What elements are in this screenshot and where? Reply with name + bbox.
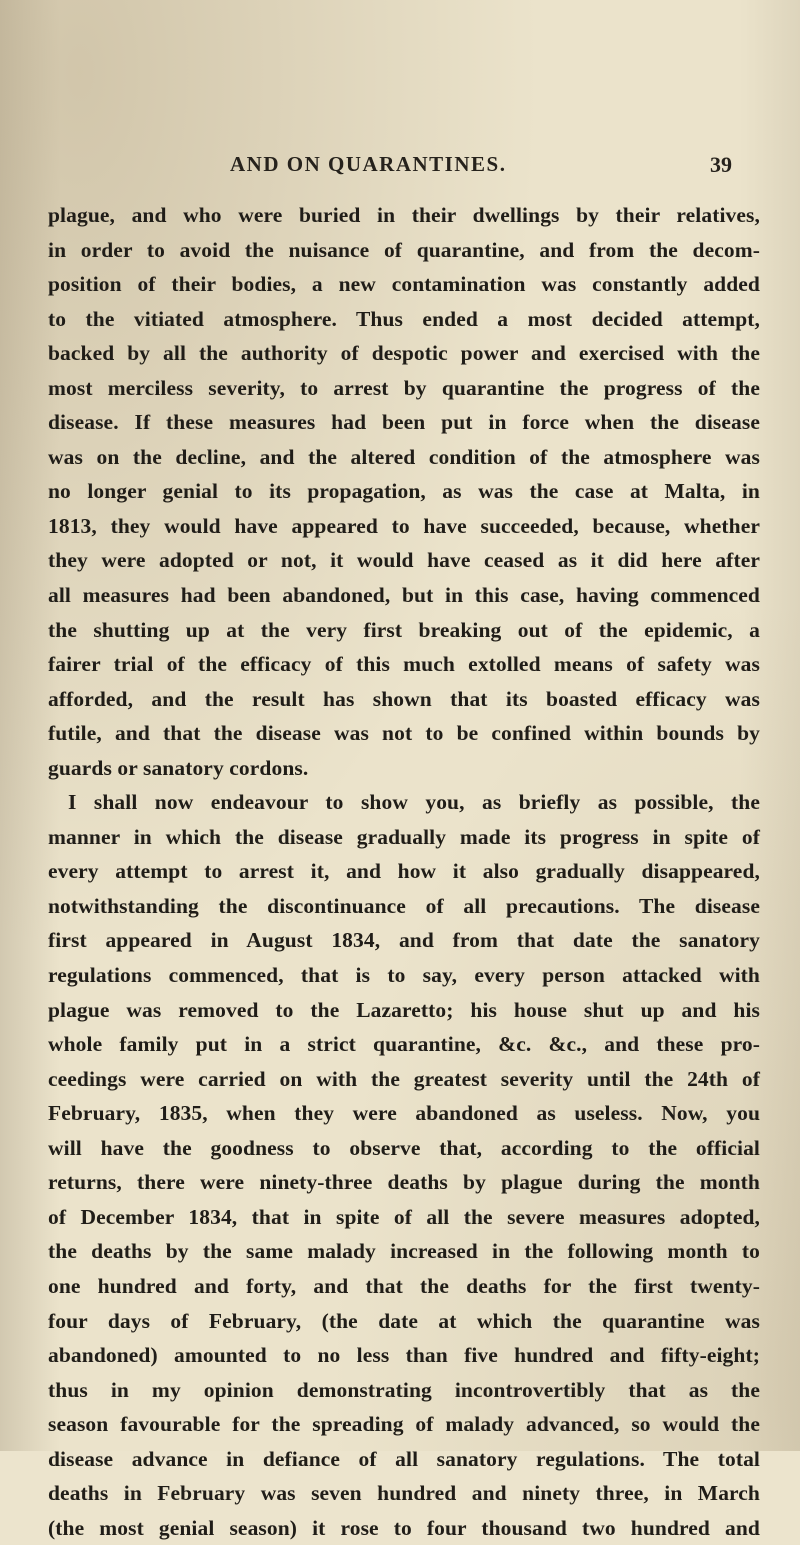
text-line: backed by all the authority of despotic power and exercised with the (48, 341, 760, 366)
text-line: one hundred and forty, and that the deaths for the first twenty- (48, 1273, 760, 1298)
text-line: thus in my opinion demonstrating incontrovertibly that as the (48, 1377, 760, 1402)
text-line: abandoned) amounted to no less than five hundred and fifty-eight; (48, 1343, 760, 1368)
running-header (0, 152, 800, 182)
text-line: afforded, and the result has shown that its boasted efficacy was (48, 686, 760, 711)
text-line: they were adopted or not, it would have ceased as it did here after (48, 548, 760, 573)
text-line: (the most genial season) it rose to four thousand two hundred and (48, 1515, 760, 1540)
text-line: four days of February, (the date at which the quarantine was (48, 1308, 760, 1333)
paragraph-start-line: I shall now endeavour to show you, as briefly as possible, the (68, 790, 760, 815)
text-line: whole family put in a strict quarantine, &c. &c., and these pro- (48, 1032, 760, 1057)
text-line: was on the decline, and the altered condition of the atmosphere was (48, 444, 760, 469)
page-number: 39 (710, 152, 732, 177)
text-line: fairer trial of the efficacy of this much extolled means of safety was (48, 652, 760, 677)
text-line: futile, and that the disease was not to be confined within bounds by (48, 721, 760, 746)
text-line: returns, there were ninety-three deaths by plague during the month (48, 1170, 760, 1195)
paragraph-end-line: guards or sanatory cordons. (48, 755, 309, 780)
text-line: disease. If these measures had been put in force when the disease (48, 410, 760, 435)
text-line: the shutting up at the very first breaking out of the epidemic, a (48, 617, 760, 642)
text-line: every attempt to arrest it, and how it also gradually disappeared, (48, 859, 760, 884)
text-line: manner in which the disease gradually made its progress in spite of (48, 824, 760, 849)
text-line: 1813, they would have appeared to have succeeded, because, whether (48, 513, 760, 538)
text-line: February, 1835, when they were abandoned as useless. Now, you (48, 1101, 760, 1126)
body-text (48, 198, 760, 1545)
text-line: first appeared in August 1834, and from that date the sanatory (48, 928, 760, 953)
text-line: plague was removed to the Lazaretto; his house shut up and his (48, 997, 760, 1022)
text-line: will have the goodness to observe that, according to the official (48, 1135, 760, 1160)
running-title: AND ON QUARANTINES. (230, 152, 507, 176)
text-line: all measures had been abandoned, but in this case, having commenced (48, 583, 760, 608)
text-line: ceedings were carried on with the greatest severity until the 24th of (48, 1066, 760, 1091)
text-line: in order to avoid the nuisance of quarantine, and from the decom- (48, 237, 760, 262)
text-line: season favourable for the spreading of malady advanced, so would the (48, 1412, 760, 1437)
text-line: the deaths by the same malady increased in the following month to (48, 1239, 760, 1264)
text-line: to the vitiated atmosphere. Thus ended a most decided attempt, (48, 306, 760, 331)
text-line: notwithstanding the discontinuance of all precautions. The disease (48, 893, 760, 918)
text-line: plague, and who were buried in their dwellings by their relatives, (48, 203, 760, 227)
text-line: most merciless severity, to arrest by quarantine the progress of the (48, 375, 760, 400)
text-line: no longer genial to its propagation, as was the case at Malta, in (48, 479, 760, 504)
text-line: position of their bodies, a new contamination was constantly added (48, 272, 760, 297)
text-line: regulations commenced, that is to say, every person attacked with (48, 963, 760, 988)
text-line: disease advance in defiance of all sanatory regulations. The total (48, 1446, 760, 1471)
text-line: deaths in February was seven hundred and ninety three, in March (48, 1481, 760, 1506)
text-line: of December 1834, that in spite of all the severe measures adopted, (48, 1204, 760, 1229)
